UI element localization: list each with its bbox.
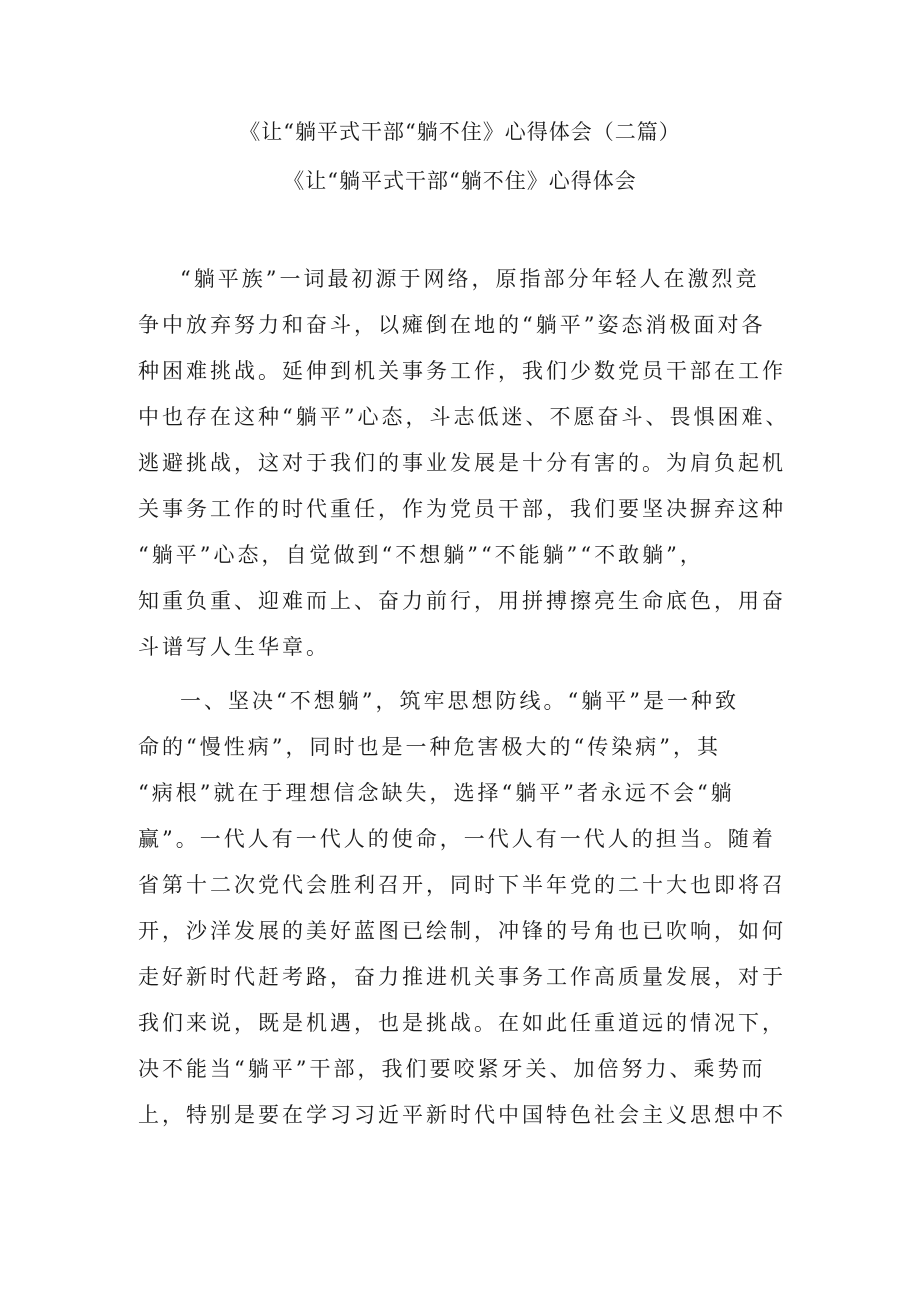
paragraph-line: 赢”。一代人有一代人的使命，一代人有一代人的担当。随着 [138,827,776,851]
paragraph-line: 我们来说，既是机遇，也是挑战。在如此任重道远的情况下， [138,1011,786,1035]
paragraph-line: 上，特别是要在学习习近平新时代中国特色社会主义思想中不 [138,1103,786,1127]
paragraph-line: 斗谱写人生华章。 [138,635,330,659]
document-title: 《让“躺平式干部“躺不住》心得体会（二篇） [239,120,681,144]
document-body [138,256,798,1138]
paragraph-line: 逃避挑战，这对于我们的事业发展是十分有害的。为肩负起机 [138,451,786,475]
paragraph-line: 决不能当“躺平”干部，我们要咬紧牙关、加倍努力、乘势而 [138,1057,766,1081]
paragraph-section-one [138,678,798,1138]
paragraph-line: 关事务工作的时代重任，作为党员干部，我们要坚决摒弃这种 [138,497,786,521]
paragraph-line: 中也存在这种“躺平”心态，斗志低迷、不愿奋斗、畏惧困难、 [138,405,790,429]
paragraph-line: “躺平族”一词最初源于网络，原指部分年轻人在激烈竞 [180,267,760,291]
paragraph-line: 走好新时代赶考路，奋力推进机关事务工作高质量发展，对于 [138,965,786,989]
paragraph-line: 开，沙洋发展的美好蓝图已绘制，冲锋的号角也已吹响，如何 [138,919,786,943]
paragraph-line: 省第十二次党代会胜利召开，同时下半年党的二十大也即将召 [138,873,786,897]
paragraph-line: 知重负重、迎难而上、奋力前行，用拼搏擦亮生命底色，用奋 [138,589,786,613]
document-subtitle: 《让“躺平式干部“躺不住》心得体会 [283,169,637,193]
paragraph-line: 一、坚决“不想躺”，筑牢思想防线。“躺平”是一种致 [180,689,739,713]
paragraph-intro [138,256,798,670]
paragraph-line: “躺平”心态，自觉做到“不想躺”“不能躺”“不敢躺”， [138,543,704,567]
paragraph-line: “病根”就在于理想信念缺失，选择“躺平”者永远不会“躺 [138,781,735,805]
paragraph-line: 命的“慢性病”，同时也是一种危害极大的“传染病”，其 [138,735,721,759]
paragraph-line: 种困难挑战。延伸到机关事务工作，我们少数党员干部在工作 [138,359,786,383]
paragraph-line: 争中放弃努力和奋斗，以瘫倒在地的“躺平”姿态消极面对各 [138,313,766,337]
